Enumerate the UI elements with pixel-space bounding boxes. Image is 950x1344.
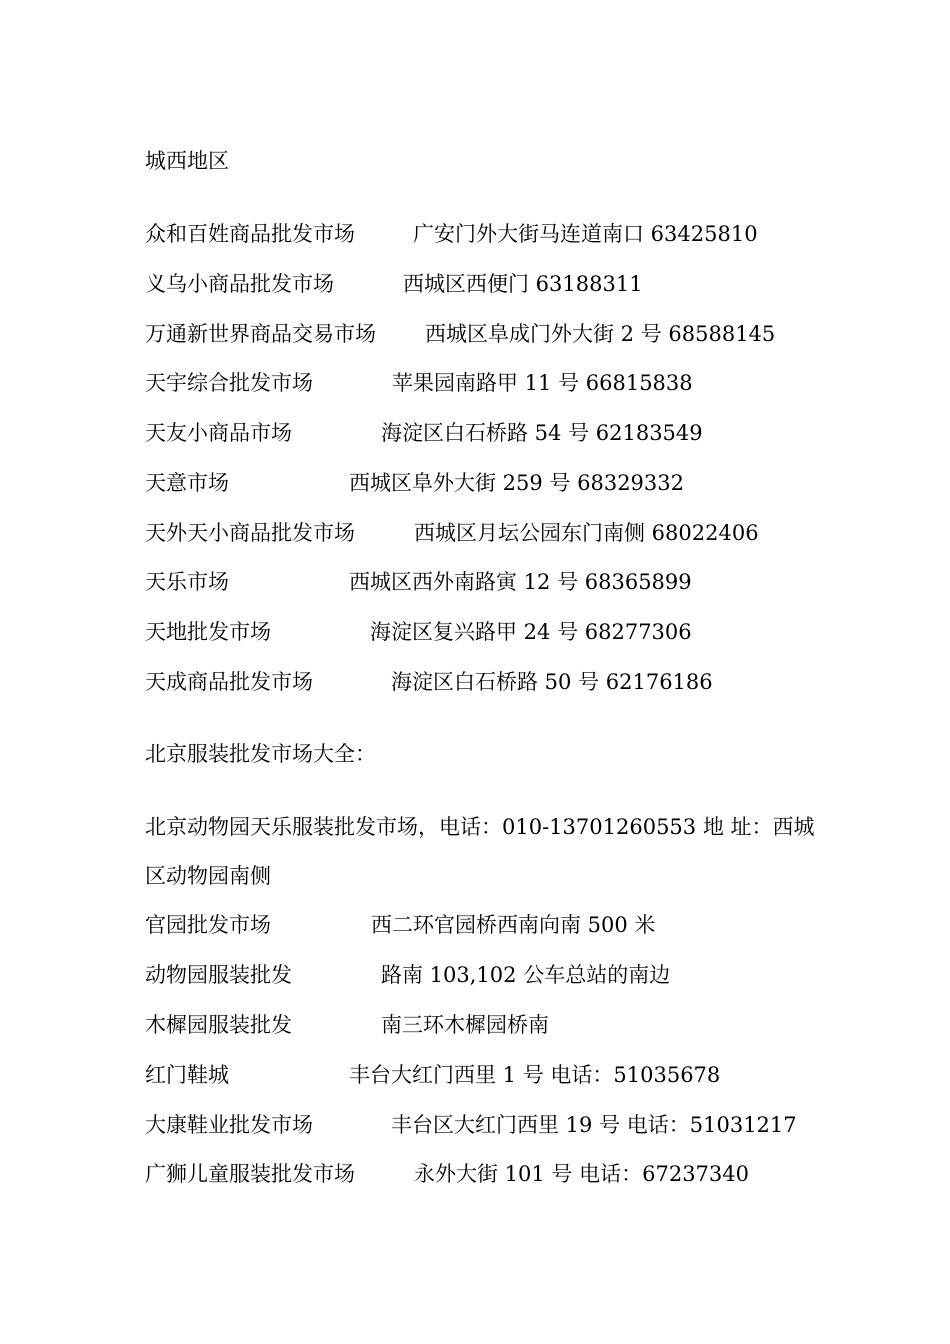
section-heading-clothing-markets: 北京服装批发市场大全： xyxy=(145,742,376,766)
market-name: 动物园服装批发 xyxy=(145,963,292,987)
market-name: 木樨园服装批发 xyxy=(145,1013,292,1037)
market-detail: 西二环官园桥西南向南 500 米 xyxy=(371,913,656,937)
market-detail: 西城区西便门 63188311 xyxy=(403,272,643,296)
list-item xyxy=(145,321,776,347)
list-item xyxy=(145,912,656,938)
market-detail: 西城区阜外大街 259 号 68329332 xyxy=(349,471,684,495)
list-item xyxy=(145,569,692,595)
market-name: 天成商品批发市场 xyxy=(145,670,313,694)
market-detail: 丰台区大红门西里 19 号 电话：51031217 xyxy=(391,1113,797,1137)
market-detail: 西城区阜成门外大街 2 号 68588145 xyxy=(425,322,776,346)
list-item xyxy=(145,1062,721,1088)
market-name: 红门鞋城 xyxy=(145,1063,229,1087)
market-detail: 西城区西外南路寅 12 号 68365899 xyxy=(349,570,692,594)
list-item xyxy=(145,962,671,988)
market-name: 众和百姓商品批发市场 xyxy=(145,222,355,246)
market-name: 大康鞋业批发市场 xyxy=(145,1113,313,1137)
market-detail: 广安门外大街马连道南口 63425810 xyxy=(413,222,758,246)
market-detail: 永外大街 101 号 电话：67237340 xyxy=(414,1162,749,1186)
list-item xyxy=(145,420,703,446)
market-detail: 海淀区复兴路甲 24 号 68277306 xyxy=(370,620,692,644)
market-name: 官园批发市场 xyxy=(145,913,271,937)
market-name: 天地批发市场 xyxy=(145,620,271,644)
list-item xyxy=(145,470,684,496)
market-name: 天外天小商品批发市场 xyxy=(145,521,355,545)
list-item xyxy=(145,370,693,396)
market-name: 天意市场 xyxy=(145,471,229,495)
market-name: 天友小商品市场 xyxy=(145,421,292,445)
list-item xyxy=(145,520,759,546)
list-item xyxy=(145,669,713,695)
market-detail: 苹果园南路甲 11 号 66815838 xyxy=(392,371,693,395)
list-item xyxy=(145,619,692,645)
market-name: 天宇综合批发市场 xyxy=(145,371,313,395)
market-name: 广狮儿童服装批发市场 xyxy=(145,1162,355,1186)
market-name: 义乌小商品批发市场 xyxy=(145,272,334,296)
list-item xyxy=(145,271,643,297)
market-detail: 海淀区白石桥路 54 号 62183549 xyxy=(381,421,703,445)
section-heading-west-district: 城西地区 xyxy=(145,149,229,173)
market-name: 天乐市场 xyxy=(145,570,229,594)
list-item xyxy=(145,1012,549,1038)
market-detail: 海淀区白石桥路 50 号 62176186 xyxy=(391,670,713,694)
intro-line: 北京动物园天乐服装批发市场，电话：010-13701260553 地 址：西城 xyxy=(145,815,815,839)
list-item xyxy=(145,1112,797,1138)
market-detail: 路南 103,102 公车总站的南边 xyxy=(381,963,671,987)
market-name: 万通新世界商品交易市场 xyxy=(145,322,376,346)
list-item xyxy=(145,221,758,247)
market-detail: 南三环木樨园桥南 xyxy=(381,1013,549,1037)
market-detail: 丰台大红门西里 1 号 电话：51035678 xyxy=(349,1063,721,1087)
intro-line: 区动物园南侧 xyxy=(145,864,271,888)
market-detail: 西城区月坛公园东门南侧 68022406 xyxy=(414,521,759,545)
list-item xyxy=(145,1161,749,1187)
